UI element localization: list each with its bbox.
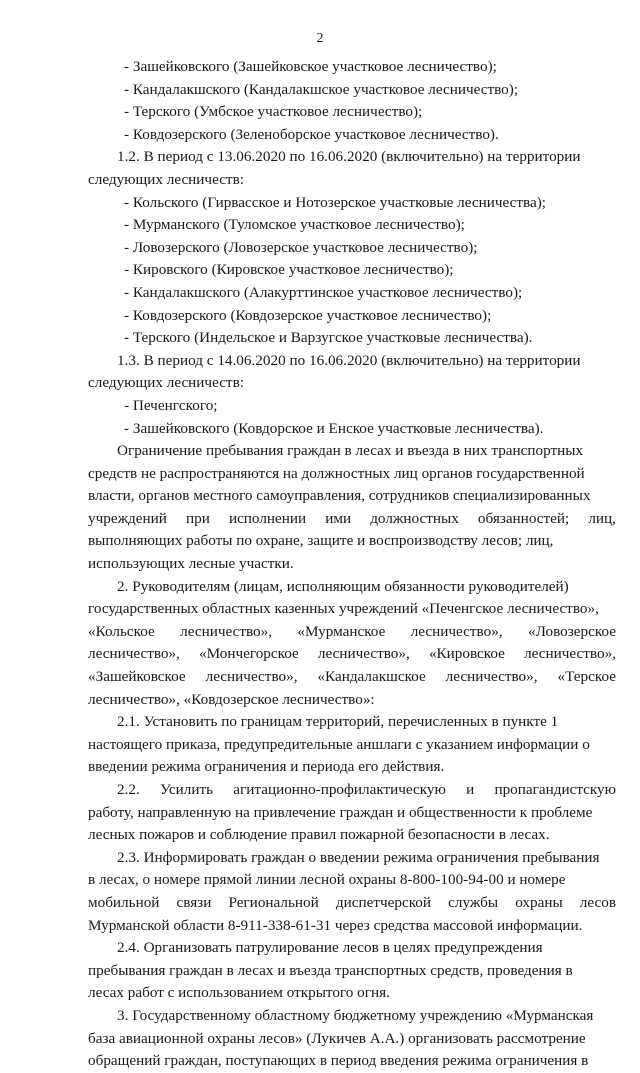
text-line: использующих лесные участки. (88, 555, 294, 573)
text-line: 2.4. Организовать патрулирование лесов в целях предупреждения (117, 939, 543, 957)
text-line: Ограничение пребывания граждан в лесах и въезда в них транспортных (117, 442, 584, 460)
text-line: «Зашейковское лесничество», «Кандалакшское лесничество», «Терское (88, 668, 616, 686)
text-line: в лесах, о номере прямой линии лесной охраны 8-800-100-94-00 и номере (88, 871, 566, 889)
text-line: 1.2. В период с 13.06.2020 по 16.06.2020 (включительно) на территории (117, 148, 581, 166)
text-line: 1.3. В период с 14.06.2020 по 16.06.2020 (включительно) на территории (117, 351, 581, 369)
text-line: - Мурманского (Туломское участковое лесничество); (124, 216, 465, 234)
text-line: следующих лесничеств: (88, 374, 244, 392)
text-line: - Ковдозерского (Ковдозерское участковое лесничество); (124, 306, 492, 324)
text-line: государственных областных казенных учреждений «Печенгское лесничество», (88, 600, 599, 618)
text-line: - Ковдозерского (Зеленоборское участковое лесничество). (124, 125, 499, 143)
text-line: 2. Руководителям (лицам, исполняющим обязанности руководителей) (117, 577, 569, 595)
text-line: пребывания граждан в лесах и въезда транспортных средств, проведения в (88, 961, 573, 979)
text-line: - Кандалакшского (Кандалакшское участковое лесничество); (124, 80, 519, 98)
text-line: настоящего приказа, предупредительные аншлаги с указанием информации о (88, 735, 590, 753)
text-line: 3. Государственному областному бюджетному учреждению «Мурманская (117, 1006, 594, 1024)
text-line: - Ловозерского (Ловозерское участковое лесничество); (124, 238, 478, 256)
text-line: выполняющих работы по охране, защите и воспроизводству лесов; лиц, (88, 532, 554, 550)
text-line: введении режима ограничения и периода его действия. (88, 758, 445, 776)
text-line: - Терского (Индельское и Варзугское участковые лесничества). (124, 329, 533, 347)
text-line: лесничество», «Мончегорское лесничество», «Кировское лесничество», (88, 645, 616, 663)
text-line: средств не распространяются на должностных лиц органов государственной (88, 464, 585, 482)
text-line: - Кандалакшского (Алакурттинское участковое лесничество); (124, 283, 523, 301)
text-line: работу, направленную на привлечение граждан и общественности к проблеме (88, 803, 593, 821)
text-line: 2.2. Усилить агитационно-профилактическую и пропагандистскую (117, 781, 616, 798)
text-line: - Зашейковского (Ковдорское и Енское участковые лесничества). (124, 419, 544, 437)
text-line: обращений граждан, поступающих в период введения режима ограничения в (88, 1052, 589, 1070)
text-line: лесах работ с использованием открытого огня. (88, 984, 390, 1002)
text-line: - Кировского (Кировское участковое лесничество); (124, 261, 454, 279)
text-line: база авиационной охраны лесов» (Лукичев А.А.) организовать рассмотрение (88, 1029, 586, 1047)
text-line: лесничество», «Ковдозерское лесничество»: (88, 690, 375, 708)
text-line: власти, органов местного самоуправления, сотрудников специализированных (88, 487, 591, 505)
text-line: - Печенгского; (124, 396, 218, 414)
text-line: мобильной связи Региональной диспетчерской службы охраны лесов (88, 893, 616, 911)
body-text (88, 56, 616, 1073)
text-line: 2.1. Установить по границам территорий, перечисленных в пункте 1 (117, 713, 559, 731)
text-line: - Зашейковского (Зашейковское участковое лесничество); (124, 58, 497, 75)
text-line: Мурманской области 8-911-338-61-31 через средства массовой информации. (88, 916, 583, 934)
text-line: лесных пожаров и соблюдение правил пожарной безопасности в лесах. (88, 826, 550, 844)
text-line: учреждений при исполнении ими должностных обязанностей; лиц, (88, 509, 616, 527)
text-line: следующих лесничеств: (88, 170, 244, 188)
text-line: 2.3. Информировать граждан о введении режима ограничения пребывания (117, 848, 600, 866)
page-number: 2 (316, 31, 324, 46)
text-line: - Терского (Умбское участковое лесничество); (124, 103, 423, 121)
text-line: «Кольское лесничество», «Мурманское лесничество», «Ловозерское (88, 622, 616, 640)
text-line: - Кольского (Гирвасское и Нотозерское участковые лесничества); (124, 193, 547, 211)
